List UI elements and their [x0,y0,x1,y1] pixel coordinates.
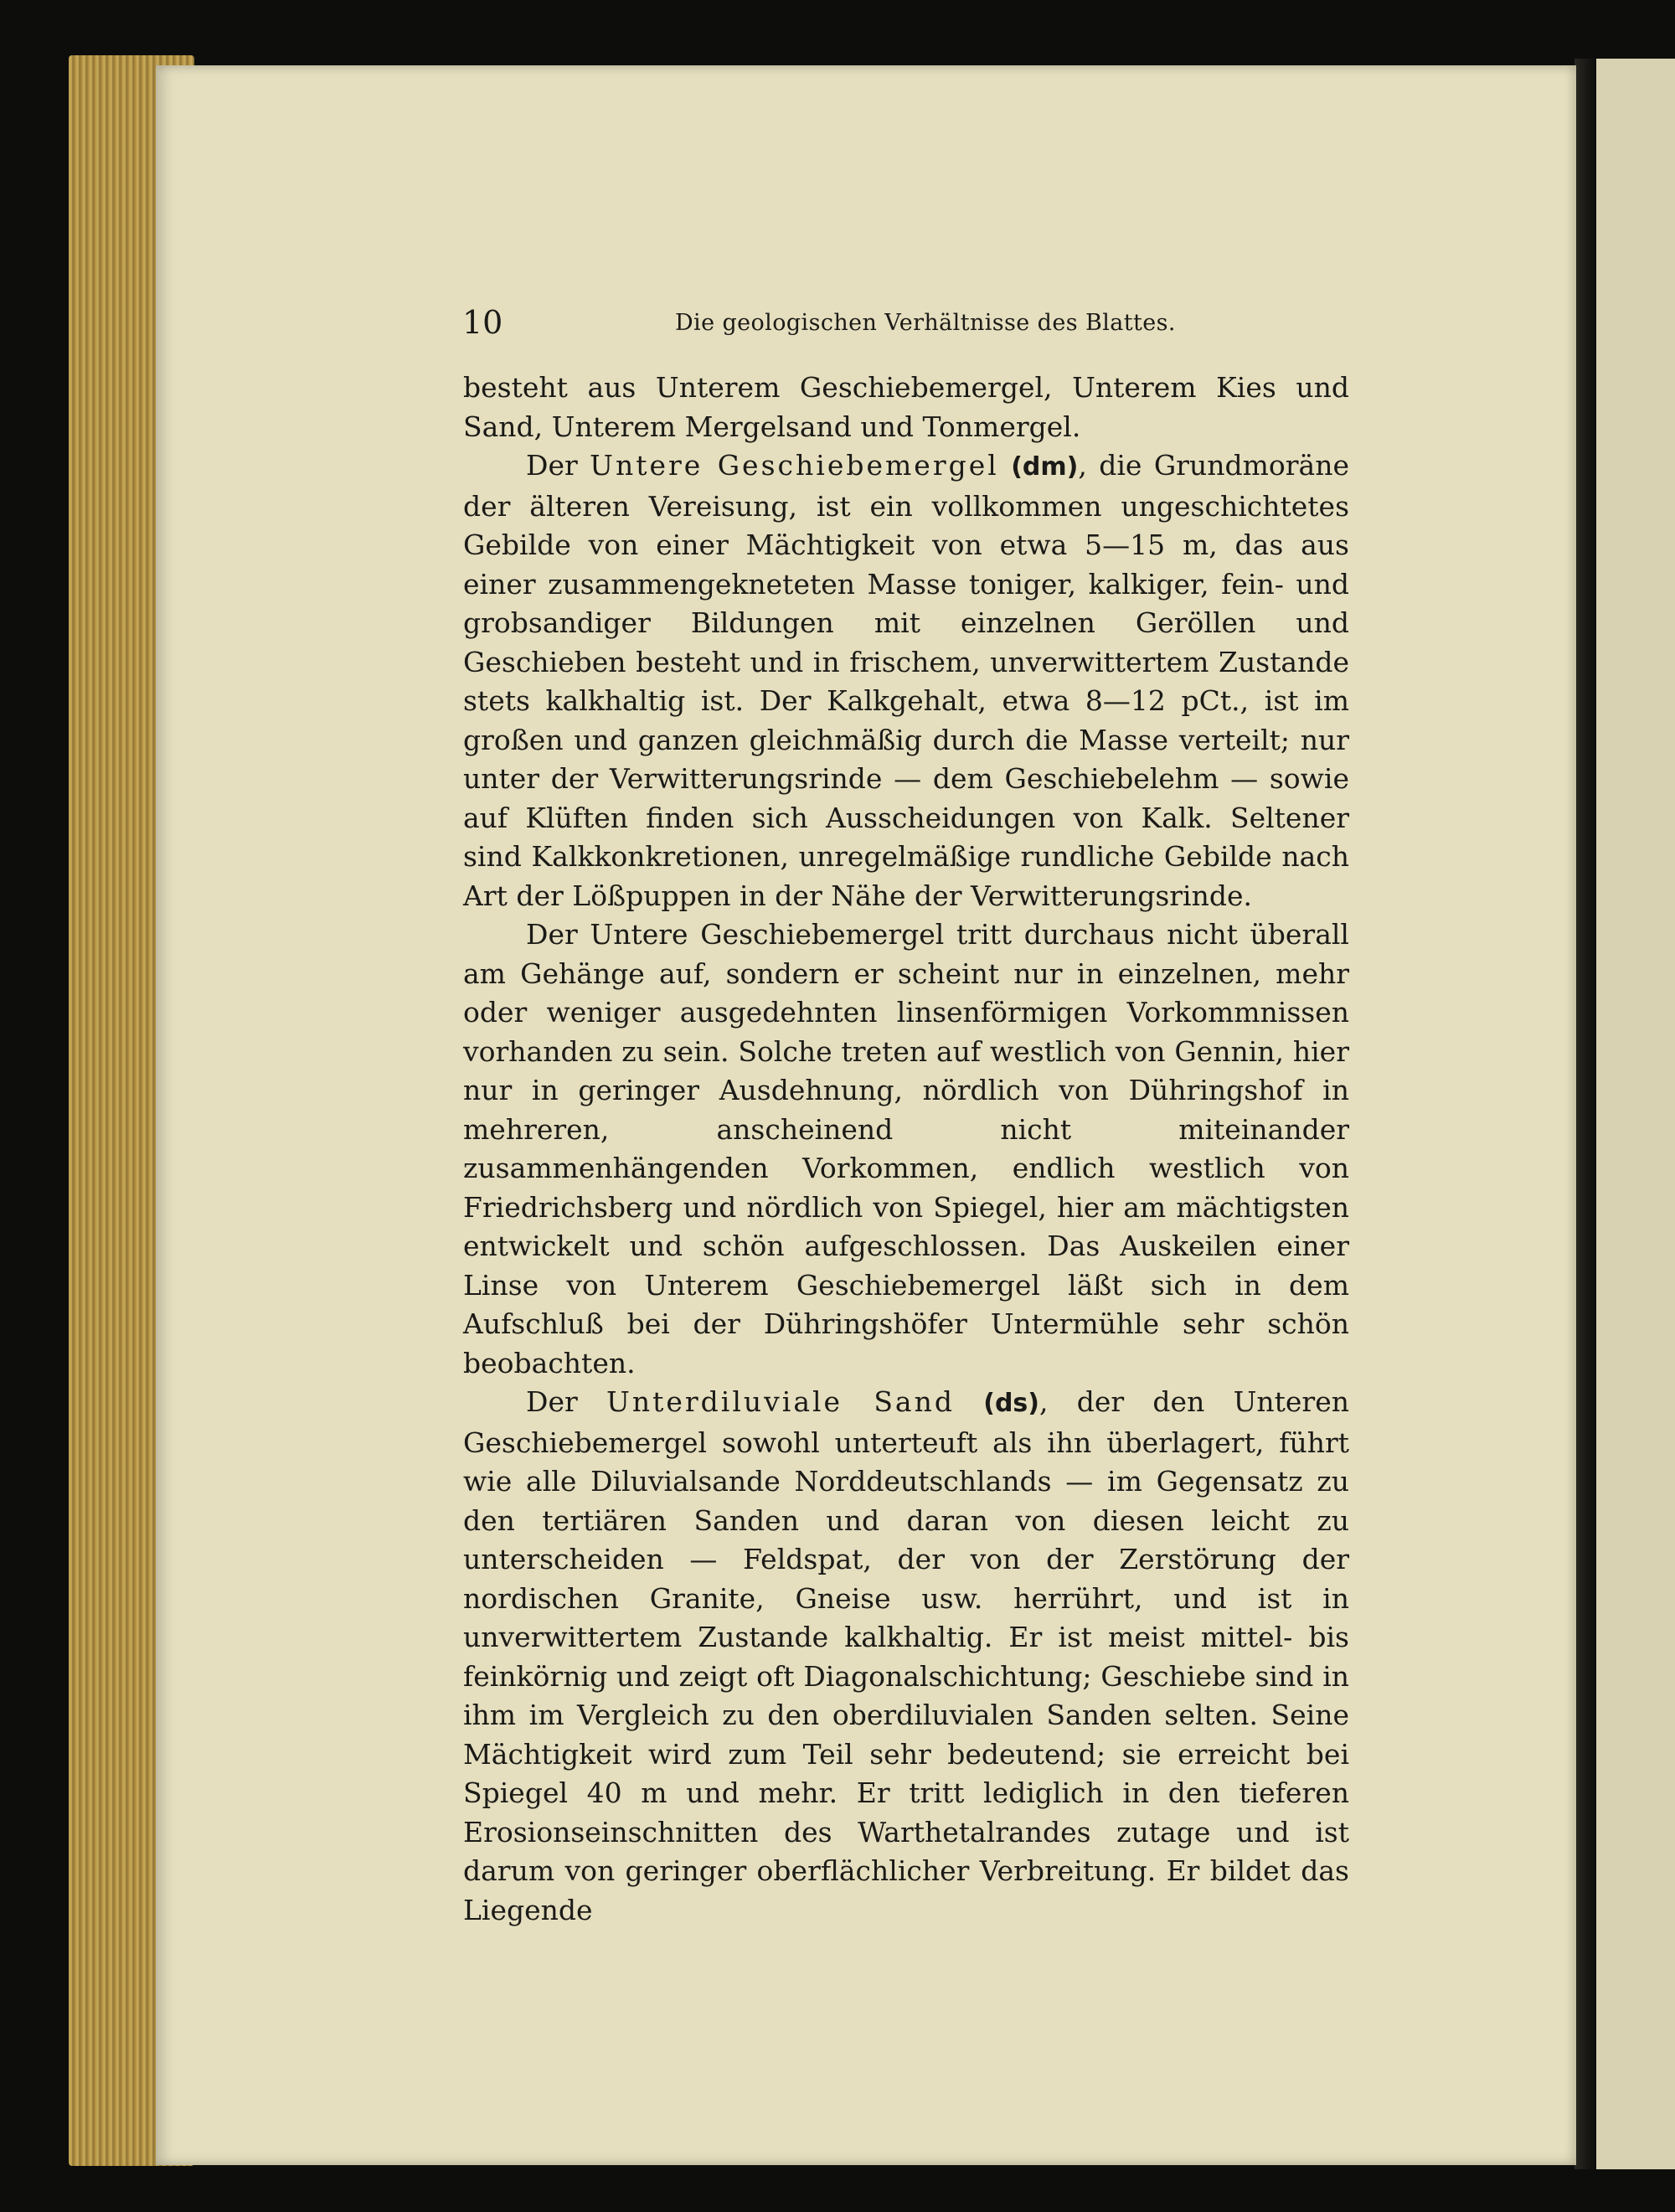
paragraph-1: besteht aus Unterem Geschiebemergel, Unterem Kies und Sand, Unterem Mergelsand und Tonmergel. [463,371,1349,443]
term-unterer-geschiebemergel: Untere Geschiebemergel [590,449,999,482]
map-symbol-dm: (dm) [1011,452,1079,482]
paragraph-3: Der Untere Geschiebemergel tritt durchaus nicht überall am Gehänge auf, sondern er scheint nur in einzelnen, mehr oder weniger ausgedehnten linsenförmigen Vorkommnissen vorhanden zu sein. Solche treten auf westlich von Gennin, hier nur in geringer Ausdehnung, nördlich von Dühringshof in mehreren, anscheinend nicht miteinander zusammenhängenden Vorkommen, endlich westlich von Friedrichsberg und nördlich von Spiegel, hier am mächtigsten entwickelt und schön aufgeschlossen. Das Auskeilen einer Linse von Unterem Geschiebemergel läßt sich in dem Aufschluß bei der Dühringshöfer Untermühle sehr schön beobachten. [463,918,1349,1379]
map-symbol-ds: (ds) [983,1389,1040,1418]
body-text [463,369,1349,1930]
page-number: 10 [462,304,503,341]
book-gutter [1574,59,1596,2169]
term-unterdiluviale-sand: Unterdiluviale Sand [606,1385,955,1418]
running-title: Die geologischen Verhältnisse des Blattes. [675,310,1176,336]
facing-page-edge [1596,59,1675,2169]
paragraph-4: Der Unterdiluviale Sand (ds), der den Unteren Geschiebemergel sowohl unterteuft als ihn überlagert, führt wie alle Diluvialsande Norddeutschlands — im Gegensatz zu den tertiären Sanden und daran von diesen leicht zu unterscheiden — Feldspat, der von der Zerstörung der nordischen Granite, Gneise usw. herrührt, und ist in unverwittertem Zustande kalkhaltig. Er ist meist mittel- bis feinkörnig und zeigt oft Diagonalschichtung; Geschiebe sind in ihm im Vergleich zu den oberdiluvialen Sanden selten. Seine Mächtigkeit wird zum Teil sehr bedeutend; sie erreicht bei Spiegel 40 m und mehr. Er tritt lediglich in den tieferen Erosionseinschnitten des Warthetalrandes zutage und ist darum von geringer oberflächlicher Verbreitung. Er bildet das Liegende [463,1385,1349,1926]
page-header [462,302,1350,343]
paragraph-2: Der Untere Geschiebemergel (dm), die Grundmoräne der älteren Vereisung, ist ein vollkommen ungeschichtetes Gebilde von einer Mächtigkeit von etwa 5—15 m, das aus einer zusammengekneteten Masse toniger, kalkiger, fein- und grobsandiger Bildungen mit einzelnen Geröllen und Geschieben besteht und in frischem, unverwittertem Zustande stets kalkhaltig ist. Der Kalkgehalt, etwa 8—12 pCt., ist im großen und ganzen gleichmäßig durch die Masse verteilt; nur unter der Verwitterungsrinde — dem Geschiebelehm — sowie auf Klüften finden sich Ausscheidungen von Kalk. Seltener sind Kalkkonkretionen, unregelmäßige rundliche Gebilde nach Art der Lößpuppen in der Nähe der Verwitterungsrinde. [463,449,1349,912]
